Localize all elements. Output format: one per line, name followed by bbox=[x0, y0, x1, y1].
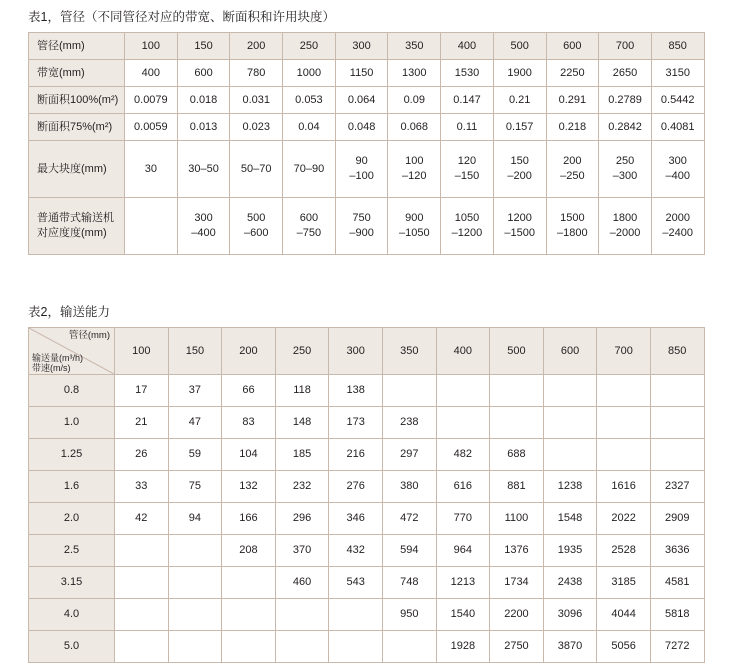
table-cell: 472 bbox=[382, 503, 436, 535]
table-cell bbox=[436, 375, 490, 407]
table-cell: 770 bbox=[436, 503, 490, 535]
table-cell: 1150 bbox=[335, 60, 388, 87]
corner-label-line2: 带速 bbox=[32, 362, 51, 373]
table-cell: 185 bbox=[275, 439, 329, 471]
cell-line-top: 2000 bbox=[665, 212, 690, 225]
cell-line-top: 250 bbox=[615, 155, 635, 168]
table-cell bbox=[115, 599, 169, 631]
table-cell: 600 bbox=[543, 328, 597, 375]
table-cell bbox=[543, 407, 597, 439]
table-cell bbox=[222, 599, 276, 631]
cell-line-bottom: –2400 bbox=[662, 227, 694, 239]
table-cell bbox=[168, 535, 222, 567]
table-cell: 0.5442 bbox=[651, 87, 704, 114]
table-cell: 59 bbox=[168, 439, 222, 471]
table-cell bbox=[329, 631, 383, 663]
table-row bbox=[29, 631, 705, 663]
table-cell: 37 bbox=[168, 375, 222, 407]
cell-line-top: 1800 bbox=[612, 212, 638, 225]
row-header-area-100: 断面积100%(m²) bbox=[29, 87, 125, 114]
table-cell bbox=[490, 407, 544, 439]
table-cell: 700 bbox=[599, 33, 652, 60]
table-cell bbox=[283, 198, 336, 255]
row-header-speed: 4.0 bbox=[29, 599, 115, 631]
table-cell: 83 bbox=[222, 407, 276, 439]
cell-line-bottom: –100 bbox=[349, 170, 374, 182]
table-cell: 380 bbox=[382, 471, 436, 503]
cell-line-top: 100 bbox=[405, 155, 424, 168]
table-cell: 400 bbox=[441, 33, 494, 60]
table-cell: 0.053 bbox=[283, 87, 336, 114]
cell-line-top: 30 bbox=[144, 162, 157, 175]
table-cell: 104 bbox=[222, 439, 276, 471]
cell-line-top: 200 bbox=[563, 155, 582, 168]
table-cell bbox=[650, 439, 704, 471]
table-cell: 3185 bbox=[597, 567, 651, 599]
table-cell: 296 bbox=[275, 503, 329, 535]
table-cell bbox=[125, 141, 178, 198]
cell-line-top: 1200 bbox=[507, 212, 532, 225]
table-cell: 26 bbox=[115, 439, 169, 471]
table-cell: 300 bbox=[335, 33, 388, 60]
table-cell: 4581 bbox=[650, 567, 704, 599]
table-cell: 1616 bbox=[597, 471, 651, 503]
table-cell: 600 bbox=[177, 60, 230, 87]
cell-line-bottom: –600 bbox=[243, 227, 269, 239]
table-cell: 350 bbox=[382, 328, 436, 375]
cell-line-bottom: –750 bbox=[296, 227, 322, 239]
table-cell: 2528 bbox=[597, 535, 651, 567]
table-cell bbox=[650, 375, 704, 407]
cell-line-bottom: –1200 bbox=[451, 227, 483, 239]
cell-line-bottom: –200 bbox=[507, 170, 532, 182]
table-cell bbox=[382, 375, 436, 407]
table-cell: 1376 bbox=[490, 535, 544, 567]
table-cell bbox=[597, 439, 651, 471]
table-cell bbox=[275, 631, 329, 663]
cell-line-bottom: –1800 bbox=[557, 227, 588, 239]
table-cell: 543 bbox=[329, 567, 383, 599]
table-row bbox=[29, 141, 705, 198]
table-cell bbox=[546, 198, 599, 255]
table-cell: 1238 bbox=[543, 471, 597, 503]
table-cell: 688 bbox=[490, 439, 544, 471]
table-cell: 150 bbox=[177, 33, 230, 60]
cell-line-bottom: –1500 bbox=[504, 227, 535, 239]
table-cell: 200 bbox=[230, 33, 283, 60]
table-cell: 0.023 bbox=[230, 114, 283, 141]
table-cell: 370 bbox=[275, 535, 329, 567]
table-cell bbox=[168, 599, 222, 631]
table-cell: 100 bbox=[125, 33, 178, 60]
table-cell: 0.018 bbox=[177, 87, 230, 114]
table-cell: 0.147 bbox=[441, 87, 494, 114]
table-cell: 5056 bbox=[597, 631, 651, 663]
table-cell: 21 bbox=[115, 407, 169, 439]
table-cell: 1000 bbox=[283, 60, 336, 87]
table-cell: 297 bbox=[382, 439, 436, 471]
table-cell bbox=[388, 198, 441, 255]
row-header-speed: 3.15 bbox=[29, 567, 115, 599]
row-header-area-75: 断面积75%(m²) bbox=[29, 114, 125, 141]
table-cell: 482 bbox=[436, 439, 490, 471]
table-cell: 850 bbox=[651, 33, 704, 60]
table-cell: 700 bbox=[597, 328, 651, 375]
table-cell: 250 bbox=[275, 328, 329, 375]
table-cell: 0.048 bbox=[335, 114, 388, 141]
table-cell: 1540 bbox=[436, 599, 490, 631]
table-cell: 0.2789 bbox=[599, 87, 652, 114]
table-cell: 500 bbox=[493, 33, 546, 60]
row-header-diameter: 管径(mm) bbox=[29, 33, 125, 60]
cell-line-top: 1050 bbox=[454, 212, 480, 225]
table-cell bbox=[597, 375, 651, 407]
table-cell: 500 bbox=[490, 328, 544, 375]
table-cell: 118 bbox=[275, 375, 329, 407]
table-cell bbox=[493, 198, 546, 255]
table-cell: 0.21 bbox=[493, 87, 546, 114]
table2-caption: 表2，输送能力 bbox=[28, 305, 110, 319]
table-row bbox=[29, 503, 705, 535]
table-cell bbox=[115, 535, 169, 567]
table-cell: 300 bbox=[329, 328, 383, 375]
row-header-speed: 0.8 bbox=[29, 375, 115, 407]
table-cell bbox=[125, 198, 178, 255]
table-cell: 100 bbox=[115, 328, 169, 375]
table-row bbox=[29, 375, 705, 407]
table-cell: 594 bbox=[382, 535, 436, 567]
cell-line-bottom: –120 bbox=[402, 170, 427, 182]
table-row bbox=[29, 535, 705, 567]
table-cell: 3636 bbox=[650, 535, 704, 567]
table-cell: 216 bbox=[329, 439, 383, 471]
table-cell bbox=[597, 407, 651, 439]
table-cell: 132 bbox=[222, 471, 276, 503]
table1-caption: 表1，管径（不同管径对应的带宽、断面积和许用块度） bbox=[28, 10, 335, 24]
table-cell: 148 bbox=[275, 407, 329, 439]
table-cell: 238 bbox=[382, 407, 436, 439]
table-cell: 94 bbox=[168, 503, 222, 535]
table-cell: 350 bbox=[388, 33, 441, 60]
table-cell: 5818 bbox=[650, 599, 704, 631]
table-cell: 2022 bbox=[597, 503, 651, 535]
table-cell: 881 bbox=[490, 471, 544, 503]
table-cell: 2250 bbox=[546, 60, 599, 87]
corner-label-speed bbox=[32, 354, 83, 373]
table-cell: 3096 bbox=[543, 599, 597, 631]
table-cell bbox=[335, 198, 388, 255]
table-row bbox=[29, 87, 705, 114]
cell-line-top: 70–90 bbox=[293, 162, 325, 175]
table-cell: 1935 bbox=[543, 535, 597, 567]
table-cell bbox=[382, 631, 436, 663]
table-cell: 2200 bbox=[490, 599, 544, 631]
table-cell: 2650 bbox=[599, 60, 652, 87]
table-cell: 600 bbox=[546, 33, 599, 60]
table-cell bbox=[283, 141, 336, 198]
table-cell bbox=[388, 141, 441, 198]
table-cell: 47 bbox=[168, 407, 222, 439]
cell-line-top: 750 bbox=[352, 212, 371, 225]
table-cell: 42 bbox=[115, 503, 169, 535]
table-row bbox=[29, 599, 705, 631]
table-cell: 0.031 bbox=[230, 87, 283, 114]
table-cell: 1213 bbox=[436, 567, 490, 599]
table-cell: 2438 bbox=[543, 567, 597, 599]
table-cell: 1900 bbox=[493, 60, 546, 87]
table-row bbox=[29, 567, 705, 599]
cell-line-bottom: –400 bbox=[191, 227, 216, 239]
table-cell bbox=[490, 375, 544, 407]
table-cell: 0.064 bbox=[335, 87, 388, 114]
table-cell: 66 bbox=[222, 375, 276, 407]
table-cell: 0.2842 bbox=[599, 114, 652, 141]
cell-line-top: 300 bbox=[668, 155, 687, 168]
corner-label-line3: (m/s) bbox=[50, 362, 71, 373]
table-cell: 400 bbox=[436, 328, 490, 375]
table-cell bbox=[543, 439, 597, 471]
table-cell bbox=[222, 631, 276, 663]
table-cell bbox=[222, 567, 276, 599]
table-cell: 460 bbox=[275, 567, 329, 599]
cell-line-top: 150 bbox=[510, 155, 529, 168]
table-cell bbox=[329, 599, 383, 631]
table-cell: 964 bbox=[436, 535, 490, 567]
table-cell: 1928 bbox=[436, 631, 490, 663]
table-row bbox=[29, 439, 705, 471]
table-row bbox=[29, 407, 705, 439]
table-cell bbox=[335, 141, 388, 198]
table-cell bbox=[650, 407, 704, 439]
table-cell bbox=[543, 375, 597, 407]
table-cell: 0.157 bbox=[493, 114, 546, 141]
table-cell: 0.09 bbox=[388, 87, 441, 114]
table-header-row bbox=[29, 328, 705, 375]
table-cell bbox=[441, 141, 494, 198]
table-cell bbox=[599, 198, 652, 255]
cell-line-bottom: –250 bbox=[560, 170, 585, 182]
table-cell bbox=[115, 631, 169, 663]
table-cell: 1734 bbox=[490, 567, 544, 599]
table-cell: 1530 bbox=[441, 60, 494, 87]
table-cell: 616 bbox=[436, 471, 490, 503]
table-cell: 0.0079 bbox=[125, 87, 178, 114]
table-cell: 780 bbox=[230, 60, 283, 87]
table-cell: 208 bbox=[222, 535, 276, 567]
cell-line-top: 1500 bbox=[560, 212, 585, 225]
cell-line-top: 600 bbox=[299, 212, 319, 225]
table-row bbox=[29, 471, 705, 503]
cell-line-top: 90 bbox=[355, 155, 368, 168]
row-header-speed: 1.6 bbox=[29, 471, 115, 503]
table-row bbox=[29, 33, 705, 60]
table-cell: 0.0059 bbox=[125, 114, 178, 141]
table-cell: 1300 bbox=[388, 60, 441, 87]
table-row bbox=[29, 60, 705, 87]
table-cell: 200 bbox=[222, 328, 276, 375]
table-cell: 4044 bbox=[597, 599, 651, 631]
table-cell bbox=[115, 567, 169, 599]
table-cell: 150 bbox=[168, 328, 222, 375]
row-header-belt-width: 带宽(mm) bbox=[29, 60, 125, 87]
table-cell bbox=[168, 631, 222, 663]
table-cell: 0.013 bbox=[177, 114, 230, 141]
table-cell: 3870 bbox=[543, 631, 597, 663]
corner-label-line1: 输送量(m³/h) bbox=[32, 353, 83, 364]
table-cell: 0.11 bbox=[441, 114, 494, 141]
cell-line-top: 120 bbox=[457, 155, 477, 168]
table-cell: 2909 bbox=[650, 503, 704, 535]
cell-line-bottom: –2000 bbox=[609, 227, 641, 239]
row-header-max-lump: 最大块度(mm) bbox=[29, 141, 125, 198]
table-cell: 748 bbox=[382, 567, 436, 599]
row-header-speed: 1.25 bbox=[29, 439, 115, 471]
cell-line-top: 900 bbox=[405, 212, 424, 225]
row-header-speed: 2.5 bbox=[29, 535, 115, 567]
row-header-speed: 2.0 bbox=[29, 503, 115, 535]
table-cell: 138 bbox=[329, 375, 383, 407]
table-cell: 0.218 bbox=[546, 114, 599, 141]
table-cell bbox=[177, 141, 230, 198]
table-cell: 75 bbox=[168, 471, 222, 503]
table-cell: 0.291 bbox=[546, 87, 599, 114]
table-cell: 0.04 bbox=[283, 114, 336, 141]
cell-line-bottom: –1050 bbox=[398, 227, 430, 239]
table-cell bbox=[599, 141, 652, 198]
table-cell: 276 bbox=[329, 471, 383, 503]
table-cell: 3150 bbox=[651, 60, 704, 87]
cell-line-top: 50–70 bbox=[240, 162, 272, 175]
row-header-speed: 5.0 bbox=[29, 631, 115, 663]
table-row bbox=[29, 114, 705, 141]
table-cell: 166 bbox=[222, 503, 276, 535]
table-cell bbox=[230, 141, 283, 198]
table-cell: 346 bbox=[329, 503, 383, 535]
table-cell: 2327 bbox=[650, 471, 704, 503]
cell-line-bottom: –400 bbox=[665, 170, 690, 182]
cell-line-top: 300 bbox=[194, 212, 213, 225]
table-cell: 1548 bbox=[543, 503, 597, 535]
table-cell: 432 bbox=[329, 535, 383, 567]
table-cell: 0.4081 bbox=[651, 114, 704, 141]
cell-line-top: 500 bbox=[247, 212, 266, 225]
table-cell: 850 bbox=[650, 328, 704, 375]
table-corner-header bbox=[29, 328, 115, 375]
table-cell: 950 bbox=[382, 599, 436, 631]
table-cell bbox=[651, 141, 704, 198]
table-cell bbox=[441, 198, 494, 255]
conveying-capacity-table bbox=[28, 327, 705, 663]
row-header-conveyor-width: 普通带式输送机对应度度(mm) bbox=[29, 198, 125, 255]
row-header-speed: 1.0 bbox=[29, 407, 115, 439]
corner-label-diameter: 管径(mm) bbox=[68, 330, 110, 341]
cell-line-bottom: –300 bbox=[612, 170, 638, 182]
table-cell bbox=[230, 198, 283, 255]
table-cell: 33 bbox=[115, 471, 169, 503]
table-row bbox=[29, 198, 705, 255]
cell-line-bottom: –150 bbox=[454, 170, 480, 182]
table-cell: 2750 bbox=[490, 631, 544, 663]
table-cell bbox=[493, 141, 546, 198]
cell-line-top: 30–50 bbox=[188, 162, 219, 175]
table-cell bbox=[651, 198, 704, 255]
pipe-diameter-table bbox=[28, 32, 705, 255]
table-cell: 232 bbox=[275, 471, 329, 503]
table-cell: 250 bbox=[283, 33, 336, 60]
table-cell: 400 bbox=[125, 60, 178, 87]
table-cell bbox=[546, 141, 599, 198]
table-cell bbox=[275, 599, 329, 631]
table-cell bbox=[177, 198, 230, 255]
table-cell: 7272 bbox=[650, 631, 704, 663]
table-cell: 17 bbox=[115, 375, 169, 407]
cell-line-bottom: –900 bbox=[349, 227, 374, 239]
table-cell: 1100 bbox=[490, 503, 544, 535]
table-cell bbox=[168, 567, 222, 599]
table-cell: 173 bbox=[329, 407, 383, 439]
table-cell bbox=[436, 407, 490, 439]
table-cell: 0.068 bbox=[388, 114, 441, 141]
